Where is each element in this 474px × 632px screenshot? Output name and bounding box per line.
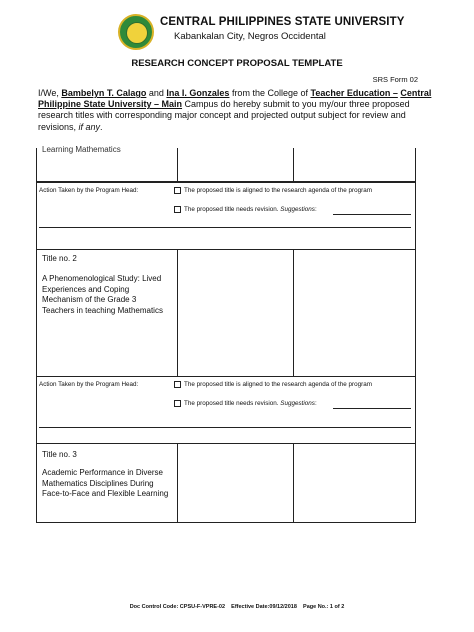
title-2-text: A Phenomenological Study: Lived Experiences and Coping Mechanism of the Grade 3 Teachers in teaching Mathematics — [42, 274, 163, 315]
university-name: CENTRAL PHILIPPINES STATE UNIVERSITY — [160, 16, 405, 28]
column-divider — [177, 444, 178, 522]
seal-center — [126, 22, 148, 44]
page-number: Page No.: 1 of 2 — [303, 604, 345, 610]
suggestion-line-full[interactable] — [39, 227, 411, 228]
form-title: RESEARCH CONCEPT PROPOSAL TEMPLATE — [131, 58, 343, 69]
aligned-option-label: The proposed title is aligned to the research agenda of the program — [184, 187, 372, 194]
suggestion-line[interactable] — [333, 214, 411, 215]
revision-checkbox[interactable] — [174, 400, 181, 407]
author-2: Ina I. Gonzales — [166, 88, 230, 98]
revision-option-label: The proposed title needs revision. Suggestions: — [184, 400, 317, 407]
title-row-1 — [36, 145, 416, 182]
action-label: Action Taken by the Program Head: — [39, 187, 139, 194]
effective-date: Effective Date:09/12/2018 — [231, 604, 297, 610]
aligned-checkbox[interactable] — [174, 381, 181, 388]
title-3-heading: Title no. 3 — [42, 450, 77, 459]
action-label: Action Taken by the Program Head: — [39, 381, 139, 388]
partial-title-text: Learning Mathematics — [42, 145, 121, 154]
intro-end: . — [100, 121, 103, 132]
page-footer — [0, 604, 474, 610]
aligned-checkbox[interactable] — [174, 187, 181, 194]
intro-from-college: from the College of — [229, 88, 311, 98]
suggestion-line-full[interactable] — [39, 427, 411, 428]
intro-paragraph — [38, 88, 438, 133]
suggestion-line[interactable] — [333, 408, 411, 409]
intro-if-any: if any — [78, 121, 101, 132]
title-3-text: Academic Performance in Diverse Mathematics Disciplines During Face-to-Face and Flexible Learning — [42, 468, 169, 499]
title-row-2 — [36, 249, 416, 377]
revision-option-label: The proposed title needs revision. Suggestions: — [184, 206, 317, 213]
form-number: SRS Form 02 — [372, 75, 418, 84]
suggestions-label: Suggestions — [280, 206, 315, 213]
university-location: Kabankalan City, Negros Occidental — [174, 31, 326, 42]
suggestions-label: Suggestions — [280, 400, 315, 407]
column-divider — [293, 250, 294, 376]
action-row-2 — [36, 376, 416, 444]
campus-name: Central Philippine State University – Main — [38, 88, 432, 110]
intro-body: Campus do hereby submit to you my/our three proposed research titles with corresponding major concept and projected output subject for review and revisions, — [38, 99, 410, 132]
column-divider — [177, 250, 178, 376]
intro-and: and — [146, 88, 167, 98]
title-row-3 — [36, 443, 416, 523]
aligned-option-label: The proposed title is aligned to the research agenda of the program — [184, 381, 372, 388]
author-1: Bambelyn T. Calago — [61, 88, 147, 98]
action-row-1 — [36, 182, 416, 250]
university-seal-icon — [118, 14, 154, 50]
intro-prefix: I/We, — [38, 88, 62, 98]
column-divider — [293, 444, 294, 522]
revision-checkbox[interactable] — [174, 206, 181, 213]
title-2-heading: Title no. 2 — [42, 254, 77, 263]
revision-text: The proposed title needs revision. — [184, 400, 281, 407]
doc-control-code: Doc Control Code: CPSU-F-VPRE-02 — [129, 604, 226, 610]
college-name: Teacher Education – — [310, 88, 398, 98]
revision-text: The proposed title needs revision. — [184, 206, 281, 213]
column-divider — [177, 148, 178, 181]
column-divider — [293, 148, 294, 181]
